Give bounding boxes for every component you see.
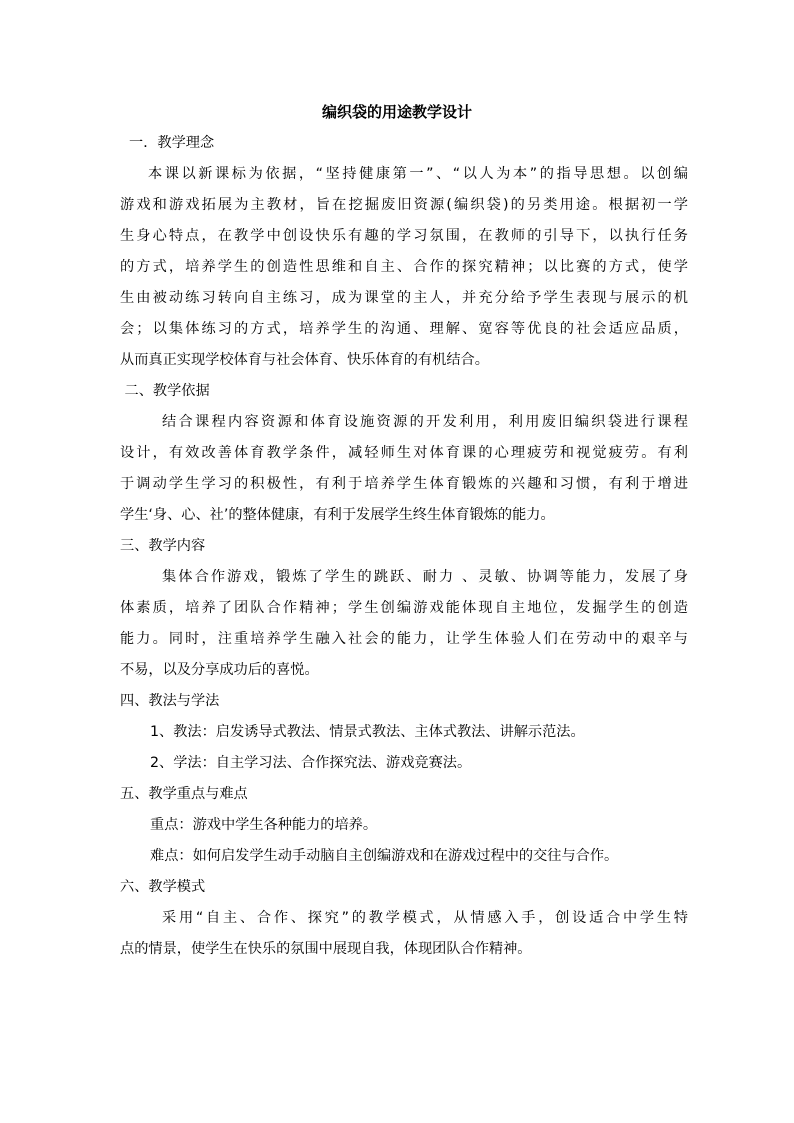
paragraph-line: 于调动学生学习的积极性，有利于培养学生体育锻炼的兴趣和习惯，有利于增进 [120,476,688,492]
section-heading: 三、教学内容 [120,538,206,554]
paragraph-line: 生身心特点，在教学中创设快乐有趣的学习氛围，在教师的引导下，以执行任务 [120,228,688,244]
paragraph-line: 结合课程内容资源和体育设施资源的开发利用，利用废旧编织袋进行课程 [162,414,688,430]
paragraph-line: 能力。同时，注重培养学生融入社会的能力，让学生体验人们在劳动中的艰辛与 [120,631,688,647]
paragraph-line: 的方式，培养学生的创造性思维和自主、合作的探究精神；以比赛的方式，使学 [120,259,688,275]
document-title: 编织袋的用途教学设计 [321,103,472,121]
paragraph-line: 体素质，培养了团队合作精神；学生创编游戏能体现自主地位，发掘学生的创造 [120,600,688,616]
section-heading: 五、教学重点与难点 [120,786,248,802]
section-heading: 二、教学依据 [120,383,210,399]
document-body [120,128,688,965]
section-heading: 六、教学模式 [120,879,206,895]
paragraph-line: 游戏和游戏拓展为主教材，旨在挖掘废旧资源(编织袋)的另类用途。根据初一学 [120,197,688,213]
paragraph-line: 生由被动练习转向自主练习，成为课堂的主人，并充分给予学生表现与展示的机 [120,290,688,306]
section-heading: 一．教学理念 [120,135,215,151]
paragraph-line: 2、学法：自主学习法、合作探究法、游戏竞赛法。 [150,755,472,771]
paragraph-line: 会；以集体练习的方式，培养学生的沟通、理解、宽容等优良的社会适应品质， [120,321,688,337]
paragraph-line: 难点：如何启发学生动手动脑自主创编游戏和在游戏过程中的交往与合作。 [150,848,619,864]
paragraph-line: 学生‘身、心、社’的整体健康，有利于发展学生终生体育锻炼的能力。 [120,507,555,523]
paragraph-line: 点的情景，使学生在快乐的氛围中展现自我，体现团队合作精神。 [120,941,532,957]
paragraph-line: 集体合作游戏，锻炼了学生的跳跃、耐力 、灵敏、协调等能力，发展了身 [162,569,688,585]
paragraph-line: 从而真正实现学校体育与社会体育、快乐体育的有机结合。 [120,352,489,368]
paragraph-line: 采用“自主、合作、探究”的教学模式，从情感入手，创设适合中学生特 [162,910,688,926]
paragraph-line: 重点：游戏中学生各种能力的培养。 [150,817,378,833]
paragraph-line: 不易，以及分享成功后的喜悦。 [120,662,319,678]
section-heading: 四、教法与学法 [120,693,220,709]
paragraph-line: 本课以新课标为依据，“坚持健康第一”、“以人为本”的指导思想。以创编 [148,166,688,182]
paragraph-line: 1、教法：启发诱导式教法、情景式教法、主体式教法、讲解示范法。 [150,724,585,740]
paragraph-line: 设计，有效改善体育教学条件，减轻师生对体育课的心理疲劳和视觉疲劳。有利 [120,445,688,461]
